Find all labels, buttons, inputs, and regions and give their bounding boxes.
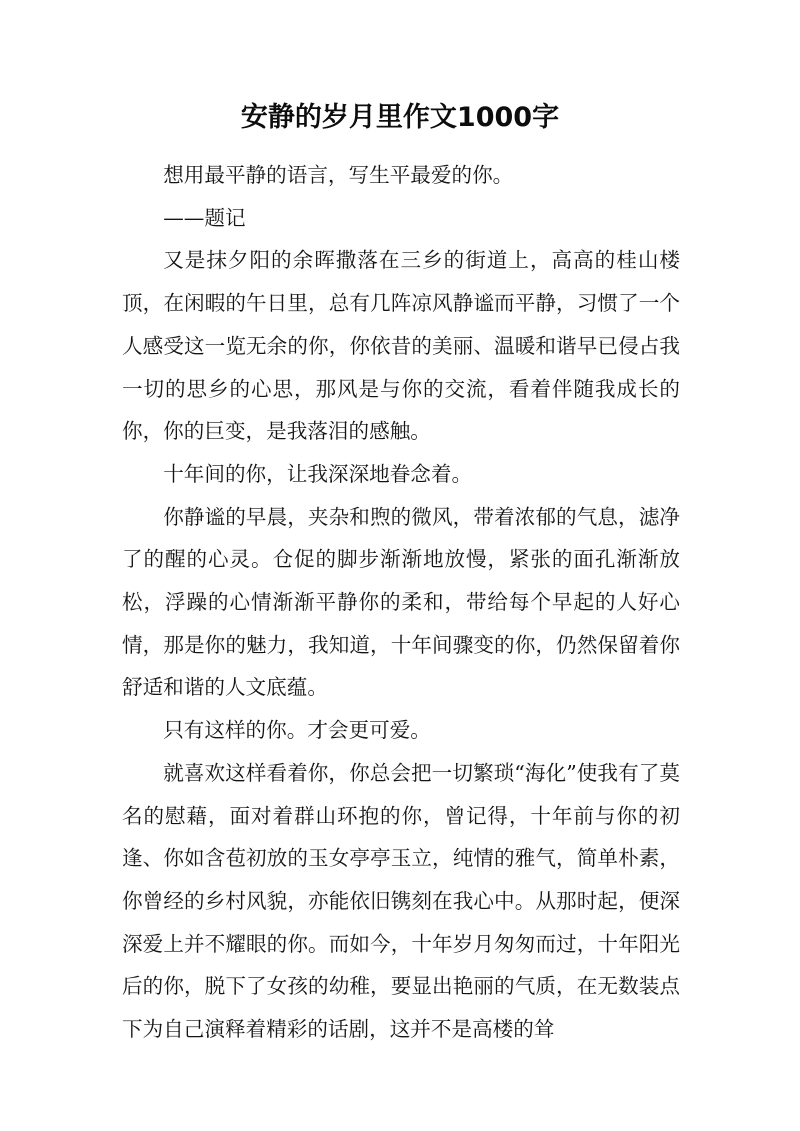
paragraph-epigraph: 想用最平静的语言，写生平最爱的你。 bbox=[163, 163, 514, 187]
document-body bbox=[122, 154, 680, 1051]
paragraph: 只有这样的你。才会更可爱。 bbox=[163, 718, 431, 743]
document-title: 安静的岁月里作文1000字 bbox=[240, 102, 560, 133]
paragraph: 又是抹夕阳的余晖撒落在三乡的街道上，高高的桂山楼顶，在闲暇的午日里，总有几阵凉风静谧而平静，习惯了一个人感受这一览无余的你，你依昔的美丽、温暖和谐早已侵占我一切的思乡的心思，那风是与你的交流，看着伴随我成长的你，你的巨变，是我落泪的感触。 bbox=[122, 248, 680, 444]
paragraph: 十年间的你，让我深深地眷念着。 bbox=[163, 461, 473, 486]
paragraph: 你静谧的早晨，夹杂和煦的微风，带着浓郁的气息，滤净了的醒的心灵。仓促的脚步渐渐地放慢，紧张的面孔渐渐放松，浮躁的心情渐渐平静你的柔和，带给每个早起的人好心情，那是你的魅力，我知道，十年间骤变的你，仍然保留着你舒适和谐的人文底蕴。 bbox=[122, 504, 680, 700]
paragraph-epigraph-attribution: ——题记 bbox=[163, 205, 246, 230]
paragraph: 就喜欢这样看着你，你总会把一切繁琐“海化”使我有了莫名的慰藉，面对着群山环抱的你，曾记得，十年前与你的初逢、你如含苞初放的玉女亭亭玉立，纯情的雅气，简单朴素，你曾经的乡村风貌，亦能依旧镌刻在我心中。从那时起，便深深爱上并不耀眼的你。而如今，十年岁月匆匆而过，十年阳光后的你，脱下了女孩的幼稚，要显出艳丽的气质，在无数装点下为自己演释着精彩的话剧，这并不是高楼的耸 bbox=[122, 760, 680, 1042]
